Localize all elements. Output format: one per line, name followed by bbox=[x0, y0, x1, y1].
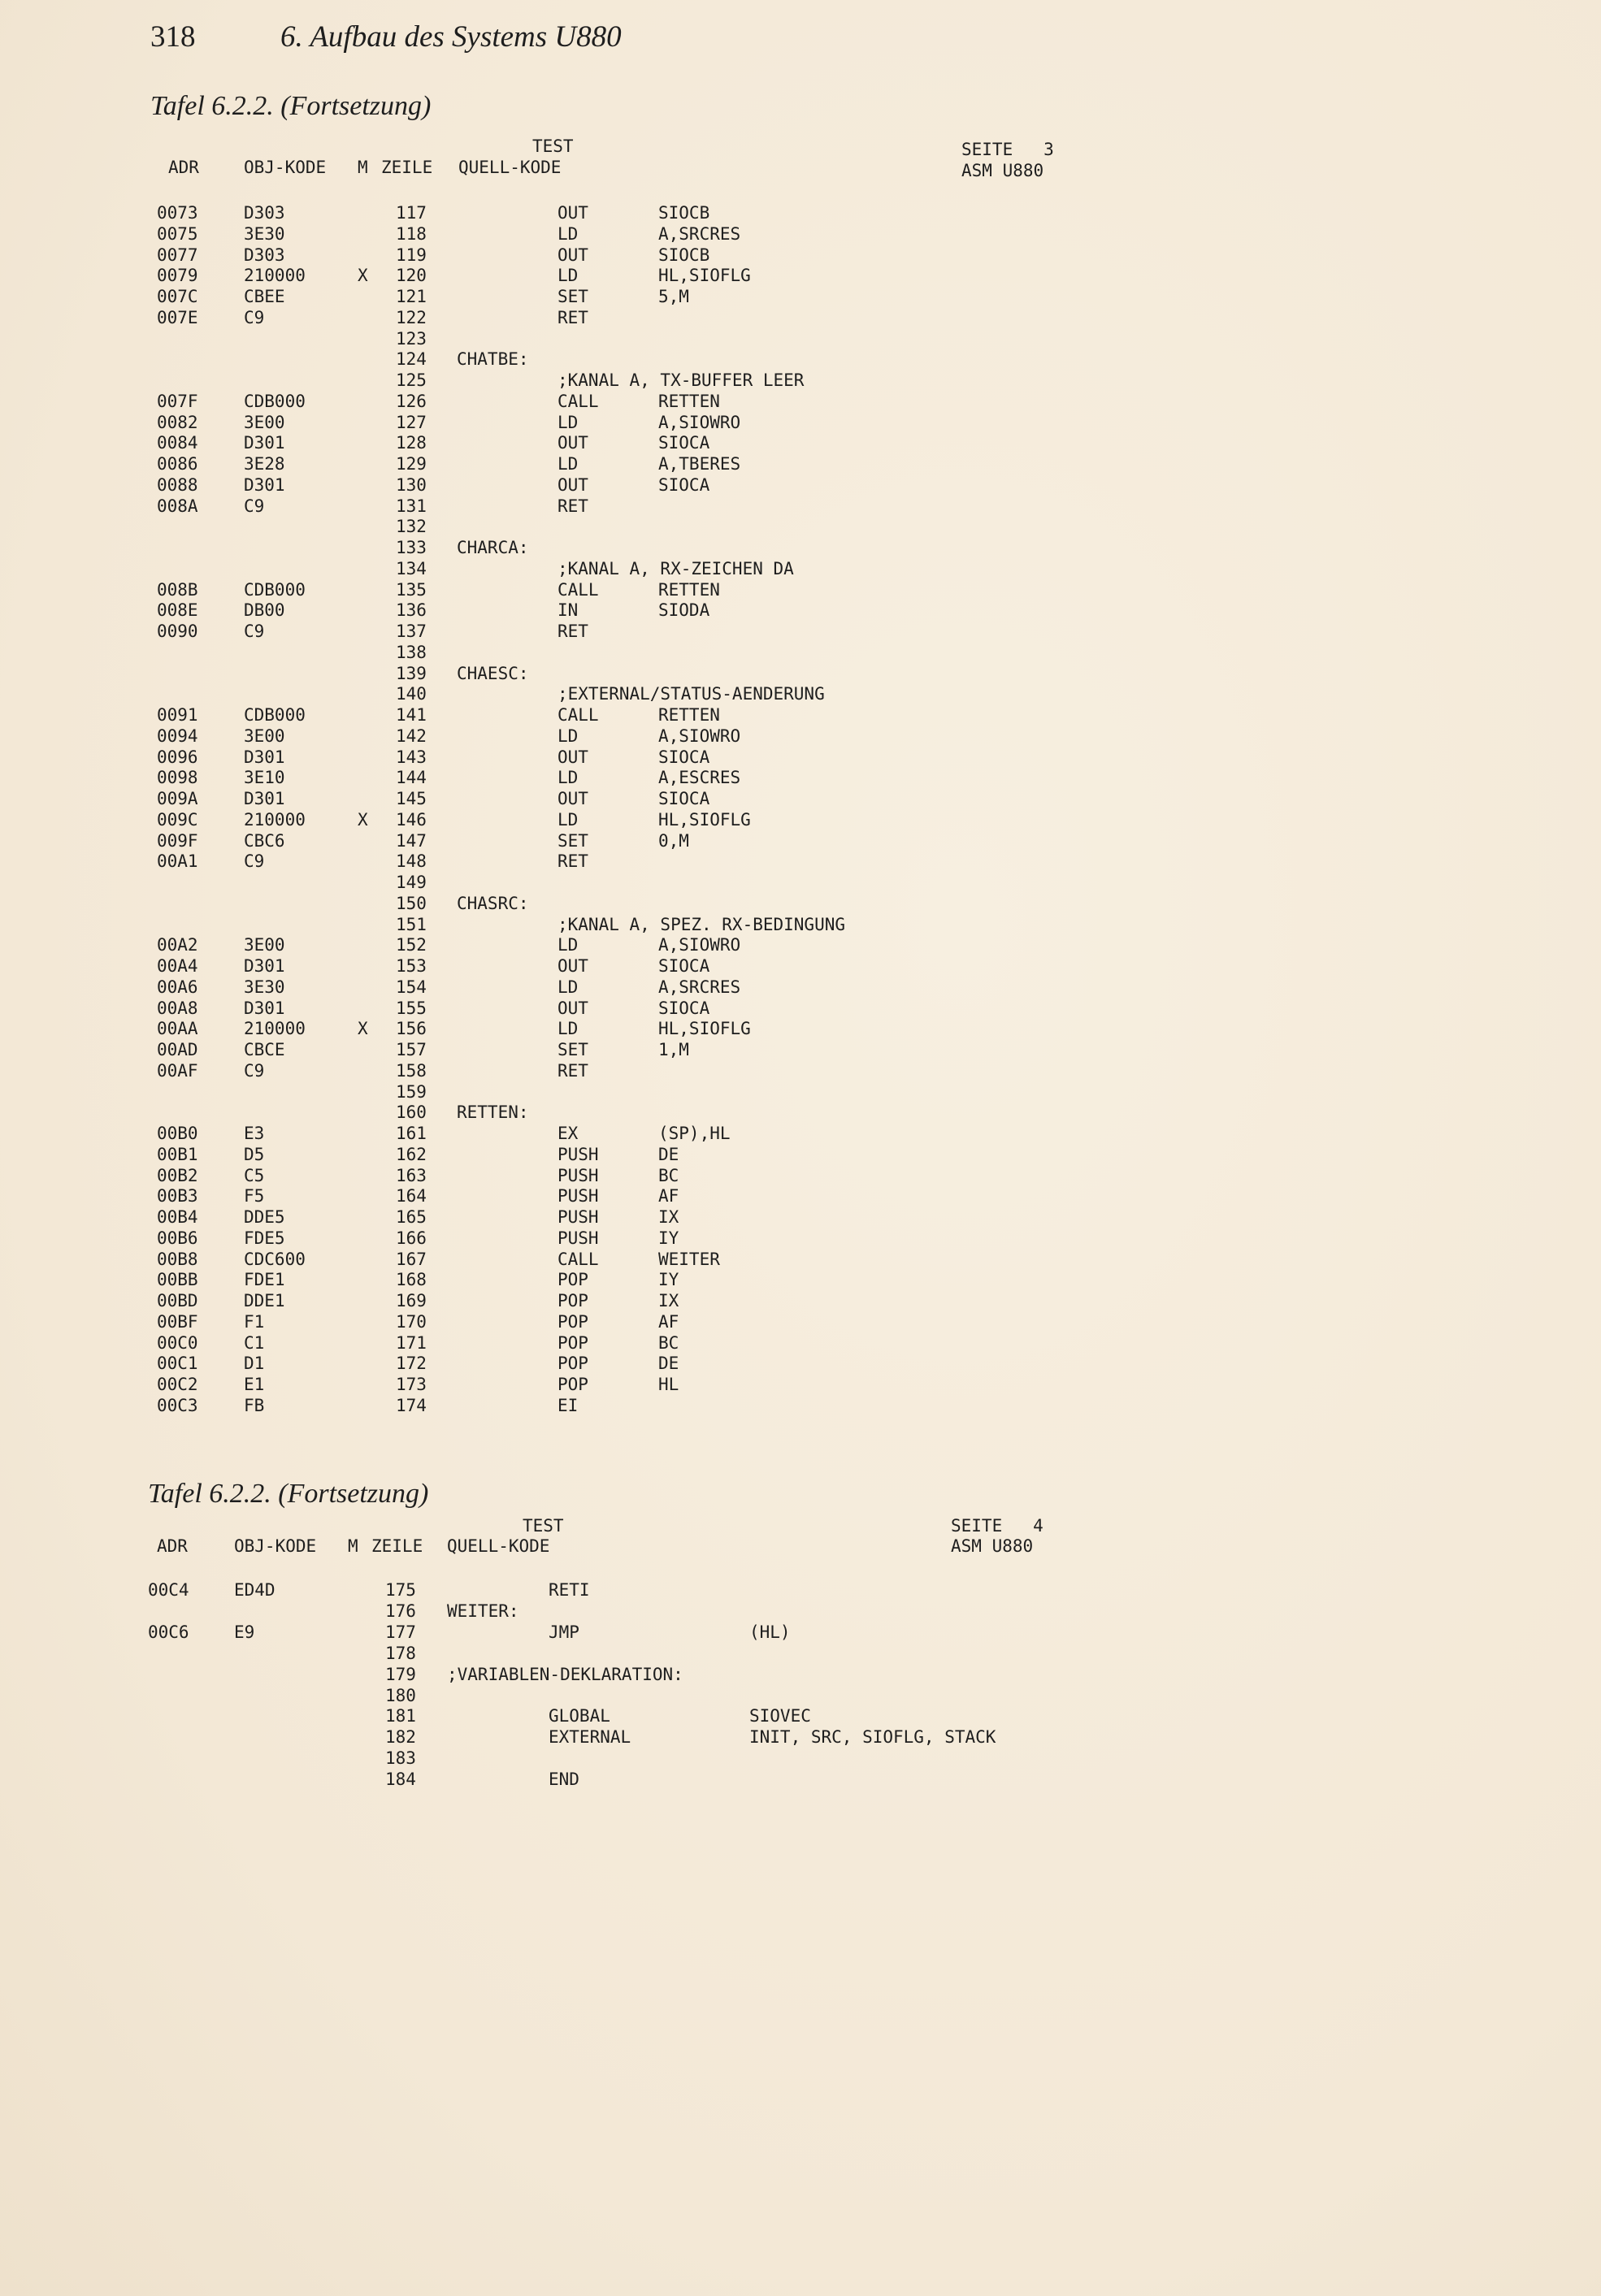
line-number: 140 bbox=[396, 684, 427, 704]
operand: RETTEN bbox=[658, 579, 720, 600]
mnemonic: RETI bbox=[549, 1580, 590, 1600]
column-header-obj: OBJ-KODE bbox=[234, 1536, 317, 1556]
object-code: 3E30 bbox=[244, 223, 285, 244]
address: 0084 bbox=[157, 433, 198, 453]
object-code: CDB000 bbox=[244, 391, 306, 411]
line-number: 124 bbox=[396, 349, 427, 370]
chapter-title: 6. Aufbau des Systems U880 bbox=[280, 20, 622, 54]
column-header-zeile: ZEILE bbox=[381, 158, 433, 177]
mnemonic: SET bbox=[558, 1040, 588, 1059]
operand: SIOCB bbox=[658, 203, 710, 223]
object-code: FDE5 bbox=[244, 1228, 285, 1248]
operand: IX bbox=[658, 1291, 679, 1310]
operand: (HL) bbox=[749, 1622, 791, 1642]
program-name: TEST bbox=[532, 136, 574, 156]
mnemonic: ;KANAL A, TX-BUFFER LEER bbox=[558, 370, 805, 390]
operand: (SP),HL bbox=[658, 1124, 731, 1143]
operand: BC bbox=[658, 1165, 679, 1185]
operand: BC bbox=[658, 1332, 679, 1353]
line-number: 148 bbox=[396, 851, 427, 872]
line-number: 146 bbox=[396, 809, 427, 830]
address: 00AD bbox=[157, 1040, 198, 1059]
line-number: 145 bbox=[396, 789, 427, 808]
mnemonic: ;KANAL A, SPEZ. RX-BEDINGUNG bbox=[558, 914, 846, 934]
line-number: 119 bbox=[396, 245, 427, 265]
label: CHATBE: bbox=[457, 349, 529, 370]
line-number: 123 bbox=[396, 328, 427, 349]
mnemonic: EXTERNAL bbox=[549, 1727, 631, 1748]
mnemonic: IN bbox=[558, 600, 579, 621]
mnemonic: SET bbox=[558, 830, 588, 851]
address: 00A2 bbox=[157, 935, 198, 955]
object-code: FB bbox=[244, 1395, 265, 1415]
operand: IY bbox=[658, 1228, 679, 1248]
mnemonic: OUT bbox=[558, 747, 588, 767]
line-number: 168 bbox=[396, 1270, 427, 1290]
line-number: 130 bbox=[396, 474, 427, 495]
mnemonic: EI bbox=[558, 1395, 579, 1415]
mnemonic: SET bbox=[558, 287, 588, 306]
line-number: 171 bbox=[396, 1332, 427, 1353]
address: 00C4 bbox=[148, 1580, 189, 1600]
mnemonic: PUSH bbox=[558, 1186, 599, 1206]
mnemonic: PUSH bbox=[558, 1228, 599, 1248]
column-header-quell: QUELL-KODE bbox=[447, 1536, 550, 1556]
line-number: 174 bbox=[396, 1395, 427, 1415]
mnemonic: OUT bbox=[558, 956, 588, 976]
table-caption: Tafel 6.2.2. (Fortsetzung) bbox=[148, 1479, 429, 1509]
address: 007E bbox=[157, 307, 198, 327]
object-code: 3E00 bbox=[244, 412, 285, 432]
address: 0094 bbox=[157, 726, 198, 746]
object-code: D301 bbox=[244, 998, 285, 1018]
operand: IX bbox=[658, 1207, 679, 1227]
line-number: 178 bbox=[385, 1643, 416, 1663]
address: 0079 bbox=[157, 266, 198, 286]
address: 0073 bbox=[157, 203, 198, 223]
line-number: 162 bbox=[396, 1144, 427, 1164]
address: 0091 bbox=[157, 705, 198, 725]
operand: A,SIOWRO bbox=[658, 726, 741, 746]
mnemonic: END bbox=[549, 1770, 579, 1790]
line-number: 117 bbox=[396, 203, 427, 223]
line-number: 141 bbox=[396, 705, 427, 725]
line-number: 181 bbox=[385, 1706, 416, 1726]
mnemonic: LD bbox=[558, 726, 579, 746]
object-code: C5 bbox=[244, 1165, 265, 1185]
mnemonic: PUSH bbox=[558, 1144, 599, 1164]
marker: X bbox=[358, 266, 368, 286]
line-number: 169 bbox=[396, 1291, 427, 1310]
page-label: SEITE 3 bbox=[961, 140, 1054, 159]
marker: X bbox=[358, 809, 368, 830]
column-header-quell: QUELL-KODE bbox=[458, 158, 562, 177]
address: 00C2 bbox=[157, 1375, 198, 1394]
operand: IY bbox=[658, 1270, 679, 1290]
operand: SIOCB bbox=[658, 245, 710, 265]
object-code: CDB000 bbox=[244, 705, 306, 725]
mnemonic: POP bbox=[558, 1354, 588, 1374]
address: 00B3 bbox=[157, 1186, 198, 1206]
line-number: 155 bbox=[396, 998, 427, 1018]
object-code: CBEE bbox=[244, 287, 285, 306]
page-label: SEITE 4 bbox=[951, 1516, 1043, 1536]
operand: WEITER bbox=[658, 1249, 720, 1269]
line-number: 176 bbox=[385, 1601, 416, 1621]
operand: HL,SIOFLG bbox=[658, 266, 751, 286]
object-code: DDE5 bbox=[244, 1207, 285, 1227]
line-number: 182 bbox=[385, 1727, 416, 1748]
operand: RETTEN bbox=[658, 705, 720, 725]
operand: SIOCA bbox=[658, 789, 710, 808]
line-number: 137 bbox=[396, 622, 427, 641]
mnemonic: CALL bbox=[558, 705, 599, 725]
object-code: 210000 bbox=[244, 1019, 306, 1039]
object-code: D303 bbox=[244, 245, 285, 265]
address: 007F bbox=[157, 391, 198, 411]
line-number: 150 bbox=[396, 893, 427, 913]
operand: DE bbox=[658, 1354, 679, 1374]
operand: HL,SIOFLG bbox=[658, 809, 751, 830]
table-caption: Tafel 6.2.2. (Fortsetzung) bbox=[150, 91, 432, 121]
mnemonic: LD bbox=[558, 768, 579, 788]
object-code: C9 bbox=[244, 1060, 265, 1081]
line-number: 134 bbox=[396, 558, 427, 578]
mnemonic: LD bbox=[558, 412, 579, 432]
line-number: 142 bbox=[396, 726, 427, 746]
operand: A,SIOWRO bbox=[658, 412, 741, 432]
mnemonic: LD bbox=[558, 223, 579, 244]
address: 0096 bbox=[157, 747, 198, 767]
line-number: 179 bbox=[385, 1664, 416, 1684]
assembler-label: ASM U880 bbox=[951, 1536, 1034, 1556]
operand: RETTEN bbox=[658, 391, 720, 411]
operand: HL,SIOFLG bbox=[658, 1019, 751, 1039]
line-number: 154 bbox=[396, 977, 427, 997]
line-number: 138 bbox=[396, 642, 427, 662]
operand: AF bbox=[658, 1186, 679, 1206]
column-header-adr: ADR bbox=[168, 158, 199, 177]
line-number: 135 bbox=[396, 579, 427, 600]
label: ;VARIABLEN-DEKLARATION: bbox=[447, 1664, 683, 1684]
mnemonic: LD bbox=[558, 977, 579, 997]
address: 00AA bbox=[157, 1019, 198, 1039]
object-code: D301 bbox=[244, 433, 285, 453]
object-code: D303 bbox=[244, 203, 285, 223]
operand: 0,M bbox=[658, 830, 689, 851]
line-number: 128 bbox=[396, 433, 427, 453]
mnemonic: LD bbox=[558, 266, 579, 286]
object-code: CDB000 bbox=[244, 579, 306, 600]
address: 0077 bbox=[157, 245, 198, 265]
label: WEITER: bbox=[447, 1601, 519, 1621]
mnemonic: RET bbox=[558, 496, 588, 516]
line-number: 127 bbox=[396, 412, 427, 432]
address: 0075 bbox=[157, 223, 198, 244]
operand: 1,M bbox=[658, 1040, 689, 1059]
address: 0082 bbox=[157, 412, 198, 432]
program-name: TEST bbox=[523, 1516, 564, 1536]
label: RETTEN: bbox=[457, 1103, 529, 1123]
object-code: D301 bbox=[244, 956, 285, 976]
line-number: 149 bbox=[396, 873, 427, 892]
mnemonic: ;KANAL A, RX-ZEICHEN DA bbox=[558, 558, 794, 578]
operand: SIOCA bbox=[658, 433, 710, 453]
mnemonic: LD bbox=[558, 454, 579, 474]
operand: INIT, SRC, SIOFLG, STACK bbox=[749, 1727, 996, 1748]
object-code: 3E00 bbox=[244, 935, 285, 955]
address: 00AF bbox=[157, 1060, 198, 1081]
page-number: 318 bbox=[150, 20, 196, 54]
mnemonic: RET bbox=[558, 851, 588, 872]
mnemonic: GLOBAL bbox=[549, 1706, 610, 1726]
line-number: 170 bbox=[396, 1311, 427, 1332]
object-code: C9 bbox=[244, 622, 265, 641]
mnemonic: OUT bbox=[558, 245, 588, 265]
line-number: 131 bbox=[396, 496, 427, 516]
address: 00BF bbox=[157, 1311, 198, 1332]
line-number: 143 bbox=[396, 747, 427, 767]
object-code: 3E30 bbox=[244, 977, 285, 997]
object-code: C9 bbox=[244, 851, 265, 872]
address: 00C3 bbox=[157, 1395, 198, 1415]
mnemonic: POP bbox=[558, 1291, 588, 1310]
object-code: ED4D bbox=[234, 1580, 276, 1600]
object-code: C9 bbox=[244, 496, 265, 516]
object-code: C1 bbox=[244, 1332, 265, 1353]
mnemonic: OUT bbox=[558, 203, 588, 223]
address: 009C bbox=[157, 809, 198, 830]
line-number: 120 bbox=[396, 266, 427, 286]
line-number: 160 bbox=[396, 1103, 427, 1123]
address: 008E bbox=[157, 600, 198, 621]
mnemonic: CALL bbox=[558, 391, 599, 411]
mnemonic: POP bbox=[558, 1270, 588, 1290]
mnemonic: CALL bbox=[558, 579, 599, 600]
address: 00A8 bbox=[157, 998, 198, 1018]
mnemonic: RET bbox=[558, 1060, 588, 1081]
column-header-zeile: ZEILE bbox=[371, 1536, 423, 1556]
address: 00BD bbox=[157, 1291, 198, 1310]
line-number: 129 bbox=[396, 454, 427, 474]
line-number: 164 bbox=[396, 1186, 427, 1206]
marker: X bbox=[358, 1019, 368, 1039]
mnemonic: RET bbox=[558, 622, 588, 641]
line-number: 166 bbox=[396, 1228, 427, 1248]
mnemonic: LD bbox=[558, 935, 579, 955]
mnemonic: RET bbox=[558, 307, 588, 327]
address: 00A1 bbox=[157, 851, 198, 872]
address: 00B1 bbox=[157, 1144, 198, 1164]
object-code: DB00 bbox=[244, 600, 285, 621]
column-header-obj: OBJ-KODE bbox=[244, 158, 327, 177]
mnemonic: LD bbox=[558, 809, 579, 830]
label: CHARCA: bbox=[457, 538, 529, 557]
column-header-adr: ADR bbox=[157, 1536, 188, 1556]
operand: 5,M bbox=[658, 287, 689, 306]
address: 00B4 bbox=[157, 1207, 198, 1227]
line-number: 167 bbox=[396, 1249, 427, 1269]
line-number: 175 bbox=[385, 1580, 416, 1600]
address: 00B0 bbox=[157, 1124, 198, 1143]
mnemonic: JMP bbox=[549, 1622, 579, 1642]
line-number: 139 bbox=[396, 663, 427, 683]
operand: SIODA bbox=[658, 600, 710, 621]
address: 00B6 bbox=[157, 1228, 198, 1248]
operand: SIOCA bbox=[658, 474, 710, 495]
operand: A,SIOWRO bbox=[658, 935, 741, 955]
line-number: 173 bbox=[396, 1375, 427, 1394]
object-code: FDE1 bbox=[244, 1270, 285, 1290]
line-number: 183 bbox=[385, 1748, 416, 1769]
mnemonic: LD bbox=[558, 1019, 579, 1039]
object-code: E9 bbox=[234, 1622, 255, 1642]
line-number: 133 bbox=[396, 538, 427, 557]
line-number: 121 bbox=[396, 287, 427, 306]
address: 00B8 bbox=[157, 1249, 198, 1269]
address: 0086 bbox=[157, 454, 198, 474]
line-number: 153 bbox=[396, 956, 427, 976]
address: 00C6 bbox=[148, 1622, 189, 1642]
mnemonic: PUSH bbox=[558, 1165, 599, 1185]
address: 009F bbox=[157, 830, 198, 851]
line-number: 159 bbox=[396, 1081, 427, 1102]
line-number: 122 bbox=[396, 307, 427, 327]
object-code: 210000 bbox=[244, 809, 306, 830]
object-code: 3E28 bbox=[244, 454, 285, 474]
mnemonic: OUT bbox=[558, 433, 588, 453]
mnemonic: OUT bbox=[558, 998, 588, 1018]
mnemonic: OUT bbox=[558, 474, 588, 495]
object-code: 3E10 bbox=[244, 768, 285, 788]
label: CHASRC: bbox=[457, 893, 529, 913]
address: 00B2 bbox=[157, 1165, 198, 1185]
mnemonic: EX bbox=[558, 1124, 579, 1143]
mnemonic: OUT bbox=[558, 789, 588, 808]
line-number: 157 bbox=[396, 1040, 427, 1059]
column-header-m: M bbox=[348, 1536, 358, 1556]
operand: A,TBERES bbox=[658, 454, 741, 474]
line-number: 163 bbox=[396, 1165, 427, 1185]
address: 00A6 bbox=[157, 977, 198, 997]
line-number: 177 bbox=[385, 1622, 416, 1642]
address: 0088 bbox=[157, 474, 198, 495]
address: 007C bbox=[157, 287, 198, 306]
address: 00A4 bbox=[157, 956, 198, 976]
line-number: 132 bbox=[396, 517, 427, 537]
address: 00BB bbox=[157, 1270, 198, 1290]
line-number: 136 bbox=[396, 600, 427, 621]
object-code: D301 bbox=[244, 474, 285, 495]
operand: A,SRCRES bbox=[658, 223, 741, 244]
line-number: 184 bbox=[385, 1770, 416, 1790]
object-code: 3E00 bbox=[244, 726, 285, 746]
mnemonic: CALL bbox=[558, 1249, 599, 1269]
line-number: 158 bbox=[396, 1060, 427, 1081]
operand: SIOCA bbox=[658, 956, 710, 976]
object-code: D5 bbox=[244, 1144, 265, 1164]
address: 00C0 bbox=[157, 1332, 198, 1353]
line-number: 180 bbox=[385, 1685, 416, 1705]
object-code: F1 bbox=[244, 1311, 265, 1332]
object-code: 210000 bbox=[244, 266, 306, 286]
operand: SIOCA bbox=[658, 747, 710, 767]
operand: SIOVEC bbox=[749, 1706, 811, 1726]
mnemonic: POP bbox=[558, 1375, 588, 1394]
line-number: 118 bbox=[396, 223, 427, 244]
mnemonic: POP bbox=[558, 1332, 588, 1353]
column-header-m: M bbox=[358, 158, 368, 177]
operand: SIOCA bbox=[658, 998, 710, 1018]
address: 008A bbox=[157, 496, 198, 516]
line-number: 144 bbox=[396, 768, 427, 788]
object-code: F5 bbox=[244, 1186, 265, 1206]
mnemonic: POP bbox=[558, 1311, 588, 1332]
address: 0090 bbox=[157, 622, 198, 641]
operand: AF bbox=[658, 1311, 679, 1332]
line-number: 147 bbox=[396, 830, 427, 851]
address: 008B bbox=[157, 579, 198, 600]
object-code: CBCE bbox=[244, 1040, 285, 1059]
address: 0098 bbox=[157, 768, 198, 788]
line-number: 165 bbox=[396, 1207, 427, 1227]
line-number: 172 bbox=[396, 1354, 427, 1374]
mnemonic: PUSH bbox=[558, 1207, 599, 1227]
operand: DE bbox=[658, 1144, 679, 1164]
line-number: 126 bbox=[396, 391, 427, 411]
object-code: D301 bbox=[244, 747, 285, 767]
operand: HL bbox=[658, 1375, 679, 1394]
object-code: E3 bbox=[244, 1124, 265, 1143]
object-code: E1 bbox=[244, 1375, 265, 1394]
object-code: CBC6 bbox=[244, 830, 285, 851]
address: 009A bbox=[157, 789, 198, 808]
address: 00C1 bbox=[157, 1354, 198, 1374]
operand: A,SRCRES bbox=[658, 977, 741, 997]
line-number: 151 bbox=[396, 914, 427, 934]
line-number: 156 bbox=[396, 1019, 427, 1039]
assembler-label: ASM U880 bbox=[961, 161, 1044, 180]
object-code: D1 bbox=[244, 1354, 265, 1374]
line-number: 152 bbox=[396, 935, 427, 955]
object-code: D301 bbox=[244, 789, 285, 808]
operand: A,ESCRES bbox=[658, 768, 741, 788]
object-code: C9 bbox=[244, 307, 265, 327]
object-code: DDE1 bbox=[244, 1291, 285, 1310]
object-code: CDC600 bbox=[244, 1249, 306, 1269]
line-number: 161 bbox=[396, 1124, 427, 1143]
mnemonic: ;EXTERNAL/STATUS-AENDERUNG bbox=[558, 684, 825, 704]
label: CHAESC: bbox=[457, 663, 529, 683]
line-number: 125 bbox=[396, 370, 427, 390]
